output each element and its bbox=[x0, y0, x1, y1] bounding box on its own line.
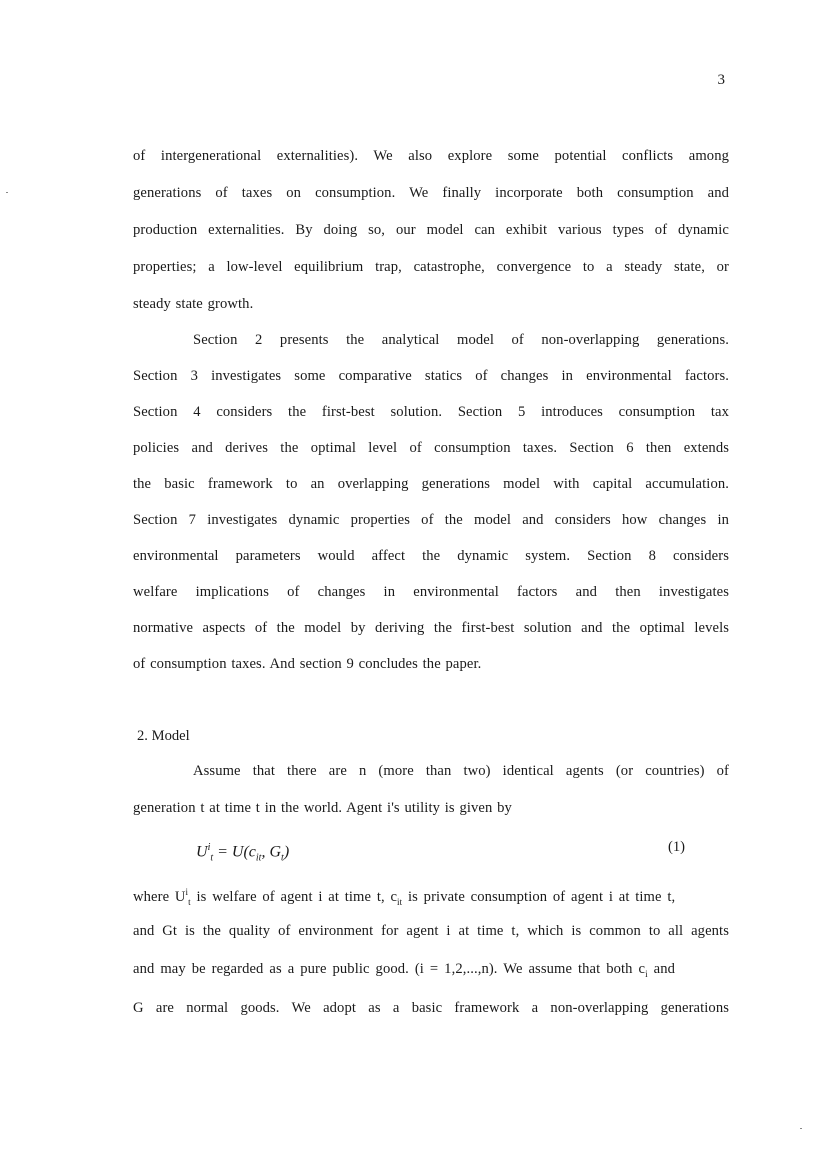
text-segment: and may be regarded as a pure public good. (i = 1,2,...,n). We assume that both c bbox=[133, 961, 646, 977]
scan-speck bbox=[6, 192, 8, 193]
equation-lhs-sub: t bbox=[210, 852, 214, 864]
text-line: policies and derives the optimal level of consumption taxes. Section 6 then extends bbox=[133, 440, 729, 456]
text-line bbox=[133, 960, 729, 983]
text-segment: is private consumption of agent i at time t, bbox=[402, 888, 676, 905]
text-line: Section 4 considers the first-best solution. Section 5 introduces consumption tax bbox=[133, 404, 729, 420]
equation-lhs-sup: i bbox=[207, 842, 211, 853]
text-sup: i bbox=[185, 887, 189, 897]
equation-1 bbox=[196, 838, 289, 869]
text-line: environmental parameters would affect the dynamic system. Section 8 considers bbox=[133, 548, 729, 564]
text-line: Section 2 presents the analytical model of non-overlapping generations. bbox=[193, 332, 729, 348]
section-heading: 2. Model bbox=[137, 728, 190, 744]
text-line: Section 7 investigates dynamic properties of the model and considers how changes in bbox=[133, 512, 729, 528]
text-segment: is welfare of agent i at time t, c bbox=[190, 888, 398, 905]
equation-rhs-sub2: t bbox=[281, 852, 284, 864]
equation-rhs: = U(c bbox=[213, 843, 256, 861]
text-line: normative aspects of the model by deriving the first-best solution and the optimal levels bbox=[133, 620, 729, 636]
equation-rhs-close: ) bbox=[283, 843, 290, 861]
equation-rhs-tail: , G bbox=[261, 843, 282, 861]
equation-rhs-sub: it bbox=[255, 852, 262, 864]
text-line: the basic framework to an overlapping generations model with capital accumulation. bbox=[133, 476, 729, 492]
text-sub: i bbox=[645, 968, 648, 979]
text-line: welfare implications of changes in environmental factors and then investigates bbox=[133, 584, 729, 600]
text-line: Assume that there are n (more than two) identical agents (or countries) of bbox=[193, 763, 729, 779]
text-sub: t bbox=[188, 896, 191, 907]
equation-number: (1) bbox=[668, 839, 686, 855]
text-line: steady state growth. bbox=[133, 296, 254, 312]
text-line: generations of taxes on consumption. We finally incorporate both consumption and bbox=[133, 185, 729, 201]
text-line: Section 3 investigates some comparative statics of changes in environmental factors. bbox=[133, 368, 729, 384]
text-line: production externalities. By doing so, our model can exhibit various types of dynamic bbox=[133, 222, 729, 238]
equation-lhs: U bbox=[196, 843, 208, 861]
text-line: properties; a low-level equilibrium trap, catastrophe, convergence to a steady state, or bbox=[133, 259, 729, 275]
page-number: 3 bbox=[717, 72, 725, 88]
text-segment: where U bbox=[133, 888, 186, 905]
text-line bbox=[133, 883, 729, 911]
text-line: generation t at time t in the world. Agent i's utility is given by bbox=[133, 800, 512, 816]
text-line: of consumption taxes. And section 9 concludes the paper. bbox=[133, 656, 482, 672]
text-line: of intergenerational externalities). We also explore some potential conflicts among bbox=[133, 148, 729, 164]
scan-speck bbox=[800, 1128, 802, 1129]
text-sub: it bbox=[397, 896, 403, 907]
text-line: G are normal goods. We adopt as a basic framework a non-overlapping generations bbox=[133, 1000, 729, 1016]
text-line: and Gt is the quality of environment for agent i at time t, which is common to all agents bbox=[133, 923, 729, 939]
text-segment: and bbox=[647, 961, 676, 977]
